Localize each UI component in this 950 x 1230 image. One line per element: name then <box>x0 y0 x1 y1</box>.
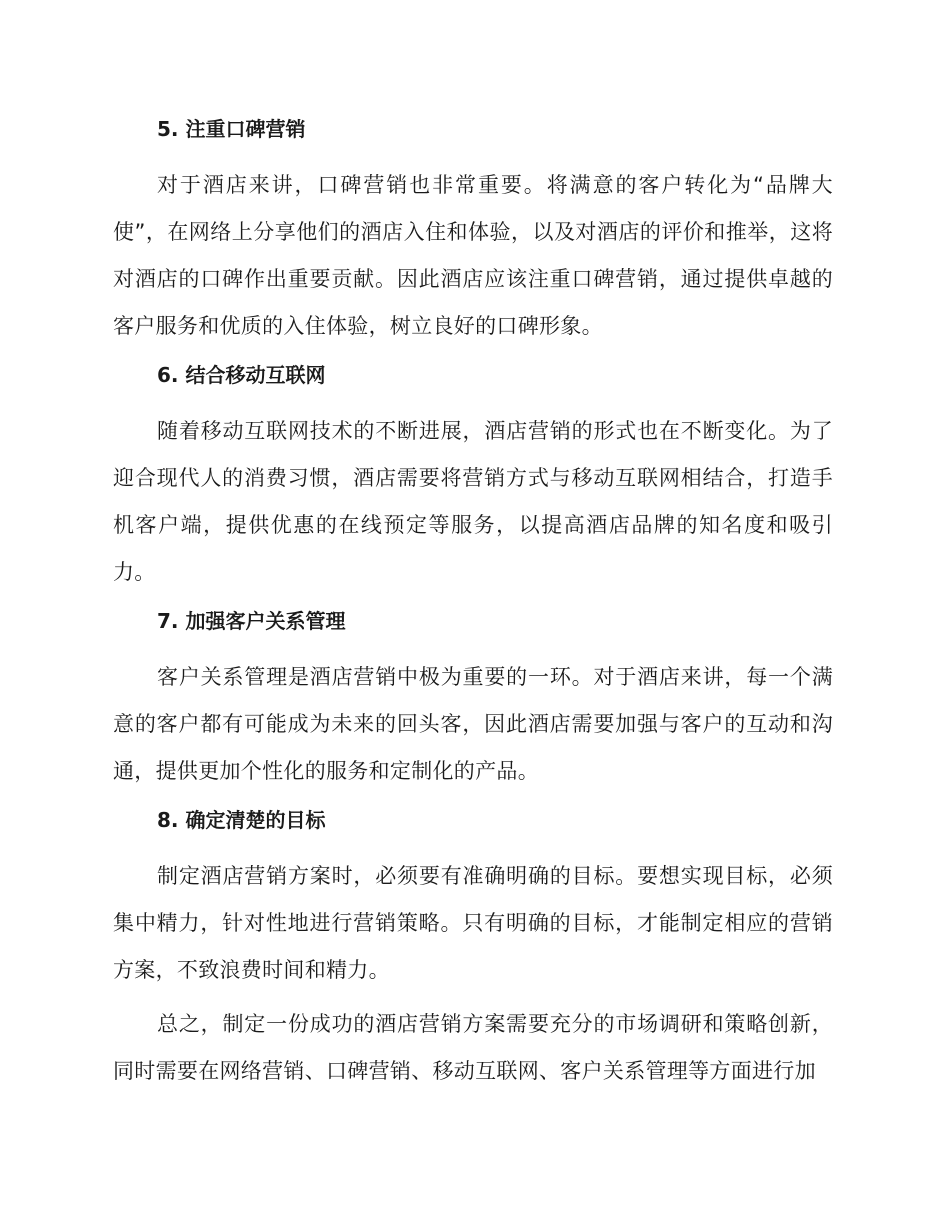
section-paragraph-8: 制定酒店营销方案时，必须要有准确明确的目标。要想实现目标，必须集中精力，针对性地进行营销策略。只有明确的目标，才能制定相应的营销方案，不致浪费时间和精力。 <box>113 864 833 982</box>
section-heading-6: 6. 结合移动互联网 <box>157 363 326 387</box>
document-body <box>113 111 833 1095</box>
section-heading-8: 8. 确定清楚的目标 <box>157 808 326 832</box>
section-paragraph-5: 对于酒店来讲，口碑营销也非常重要。将满意的客户转化为“品牌大使”，在网络上分享他们的酒店入住和体验，以及对酒店的评价和推举，这将对酒店的口碑作出重要贡献。因此酒店应该注重口碑营销，通过提供卓越的客户服务和优质的入住体验，树立良好的口碑形象。 <box>113 173 833 338</box>
section-heading-5: 5. 注重口碑营销 <box>157 117 306 141</box>
section-heading-7: 7. 加强客户关系管理 <box>157 609 346 633</box>
section-paragraph-7: 客户关系管理是酒店营销中极为重要的一环。对于酒店来讲，每一个满意的客户都有可能成为未来的回头客，因此酒店需要加强与客户的互动和沟通，提供更加个性化的服务和定制化的产品。 <box>113 665 833 783</box>
section-paragraph-6: 随着移动互联网技术的不断进展，酒店营销的形式也在不断变化。为了迎合现代人的消费习惯，酒店需要将营销方式与移动互联网相结合，打造手机客户端，提供优惠的在线预定等服务，以提高酒店品牌的知名度和吸引力。 <box>113 419 833 584</box>
conclusion-paragraph: 总之，制定一份成功的酒店营销方案需要充分的市场调研和策略创新，同时需要在网络营销、口碑营销、移动互联网、客户关系管理等方面进行加 <box>113 1012 833 1083</box>
